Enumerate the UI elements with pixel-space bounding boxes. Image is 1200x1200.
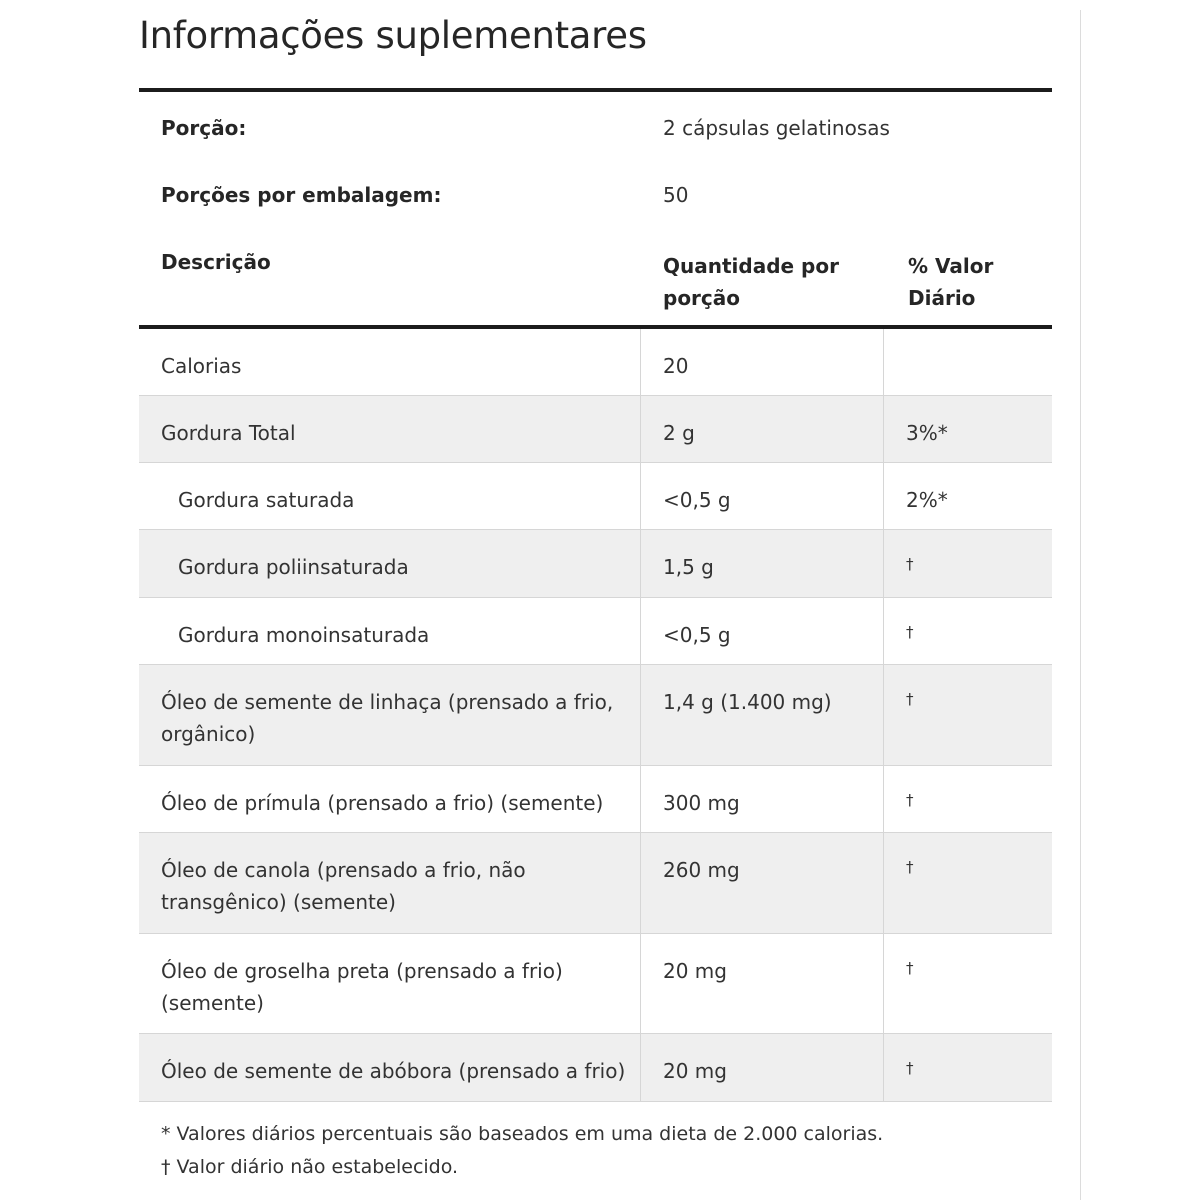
table-row: [139, 934, 1052, 1034]
row-daily-value: †: [906, 555, 914, 573]
row-name: Óleo de groselha preta (prensado a frio) (semente): [161, 959, 563, 1015]
header-description: Descrição: [161, 250, 271, 274]
row-name: Gordura poliinsaturada: [178, 555, 409, 579]
row-amount: <0,5 g: [663, 623, 731, 647]
serving-value: 2 cápsulas gelatinosas: [663, 116, 890, 140]
servings-per-container-row: [139, 159, 1052, 226]
page-title: Informações suplementares: [139, 14, 647, 57]
header-daily-value: % Valor Diário: [908, 254, 994, 310]
table-row: [139, 463, 1052, 530]
row-name: Óleo de semente de linhaça (prensado a frio, orgânico): [161, 690, 614, 746]
header-amount: Quantidade por porção: [663, 254, 839, 310]
row-amount: 260 mg: [663, 858, 740, 882]
table-row: [139, 665, 1052, 766]
row-name: Calorias: [161, 354, 242, 378]
row-name: Gordura Total: [161, 421, 296, 445]
row-amount: 1,4 g (1.400 mg): [663, 690, 832, 714]
row-daily-value: †: [906, 858, 914, 876]
table-row: [139, 1034, 1052, 1102]
row-amount: 1,5 g: [663, 555, 714, 579]
table-row: [139, 833, 1052, 934]
row-daily-value: †: [906, 791, 914, 809]
row-daily-value: †: [906, 690, 914, 708]
row-amount: 300 mg: [663, 791, 740, 815]
row-daily-value: 3%*: [906, 421, 948, 445]
row-name: Óleo de prímula (prensado a frio) (semente): [161, 791, 604, 815]
row-amount: <0,5 g: [663, 488, 731, 512]
table-row: [139, 396, 1052, 463]
table-row: [139, 766, 1052, 833]
row-amount: 20 mg: [663, 1059, 727, 1083]
servings-per-container-value: 50: [663, 183, 689, 207]
servings-per-container-label: Porções por embalagem:: [161, 183, 442, 207]
table-row: [139, 598, 1052, 665]
right-divider: [1080, 10, 1081, 1200]
serving-label: Porção:: [161, 116, 247, 140]
serving-info: [139, 92, 1052, 226]
table-row: [139, 530, 1052, 598]
row-name: Óleo de semente de abóbora (prensado a frio): [161, 1059, 626, 1083]
row-amount: 2 g: [663, 421, 695, 445]
row-daily-value: †: [906, 959, 914, 977]
table-row: [139, 329, 1052, 396]
row-daily-value: †: [906, 623, 914, 641]
row-name: Gordura monoinsaturada: [178, 623, 430, 647]
footnote-asterisk: * Valores diários percentuais são baseados em uma dieta de 2.000 calorias.: [161, 1123, 884, 1145]
row-amount: 20: [663, 354, 689, 378]
supplement-facts-table: [139, 88, 1052, 1102]
row-daily-value: †: [906, 1059, 914, 1077]
footnote-dagger: † Valor diário não estabelecido.: [161, 1156, 459, 1178]
row-amount: 20 mg: [663, 959, 727, 983]
row-name: Gordura saturada: [178, 488, 355, 512]
table-header: [139, 226, 1052, 325]
row-daily-value: 2%*: [906, 488, 948, 512]
serving-row: [139, 92, 1052, 159]
row-name: Óleo de canola (prensado a frio, não transgênico) (semente): [161, 858, 526, 914]
